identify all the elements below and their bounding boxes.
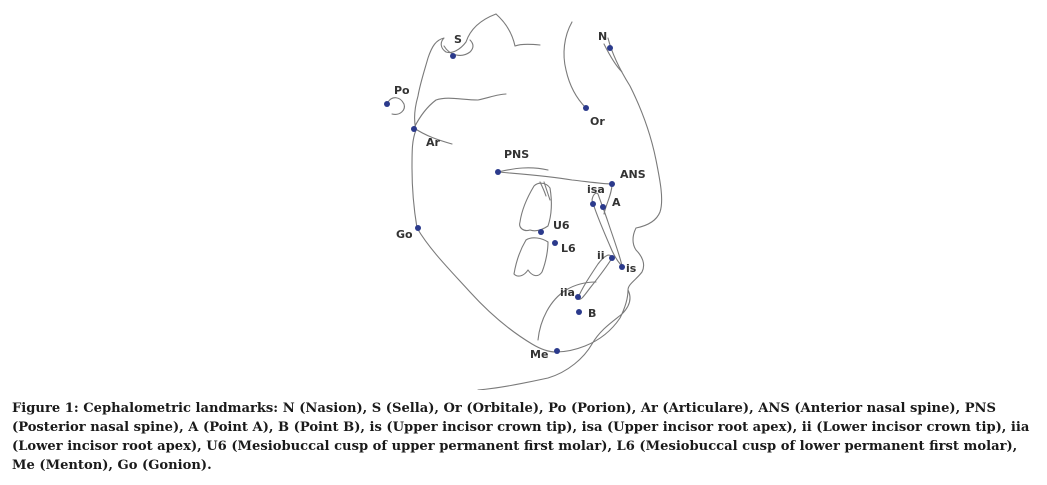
landmark-dot-pns [495, 169, 501, 175]
cranial-base-outline [412, 14, 540, 228]
landmark-dot-ar [411, 126, 417, 132]
landmark-label-pns: PNS [504, 148, 530, 161]
lower-molar-outline [514, 238, 548, 276]
soft-tissue-profile [478, 38, 662, 390]
landmark-label-me: Me [530, 348, 549, 361]
landmark-label-or: Or [590, 115, 605, 128]
landmark-label-ans: ANS [620, 168, 646, 181]
landmark-label-ii: ii [597, 249, 605, 262]
landmark-label-po: Po [394, 84, 410, 97]
landmark-dot-go [415, 225, 421, 231]
landmark-dot-or [583, 105, 589, 111]
landmark-label-s: S [454, 33, 462, 46]
landmark-dot-iia [575, 294, 581, 300]
landmark-label-b: B [588, 307, 597, 320]
landmark-labels [394, 30, 646, 361]
landmark-label-u6: U6 [553, 219, 570, 232]
palatal-lower-outline [498, 168, 548, 172]
landmark-dot-po [384, 101, 390, 107]
landmark-dot-is [619, 264, 625, 270]
landmark-dot-ii [609, 255, 615, 261]
skull-tracing [388, 14, 662, 390]
upper-molar-roots [540, 182, 550, 200]
landmark-dot-ans [609, 181, 615, 187]
landmark-dot-a [600, 204, 606, 210]
upper-alveolus-outline [604, 184, 612, 214]
orbit-outline [564, 22, 622, 108]
landmark-label-n: N [598, 30, 608, 43]
landmark-label-a: A [612, 196, 621, 209]
landmark-label-ar: Ar [426, 136, 440, 149]
figure-caption: Figure 1: Cephalometric landmarks: N (Nasion), S (Sella), Or (Orbitale), Po (Porion), Ar (Articulare), ANS (Anterior nasal spine), PNS (Posterior nasal spine), A (Point A), B (Point B), is (Upper incisor crown tip), isa (Upper incisor root apex), ii (Lower incisor crown tip), iia (Lower incisor root apex), U6 (Mesiobuccal cusp of upper permanent first molar), L6 (Mesiobuccal cusp of lower permanent first molar), Me (Menton), Go (Gonion). [12, 401, 1030, 473]
landmark-label-go: Go [396, 228, 413, 241]
landmark-dot-l6 [552, 240, 558, 246]
landmark-dot-me [554, 348, 560, 354]
landmark-label-iia: iia [560, 286, 575, 299]
landmark-dot-isa [590, 201, 596, 207]
landmark-dot-n [607, 45, 613, 51]
ear-outline [388, 98, 404, 115]
landmark-label-is: is [626, 262, 637, 275]
landmark-label-l6: L6 [561, 242, 576, 255]
landmark-dot-b [576, 309, 582, 315]
landmark-label-isa: isa [587, 183, 605, 196]
lower-incisor-outline [578, 255, 612, 299]
landmark-dot-s [450, 53, 456, 59]
landmark-dot-u6 [538, 229, 544, 235]
